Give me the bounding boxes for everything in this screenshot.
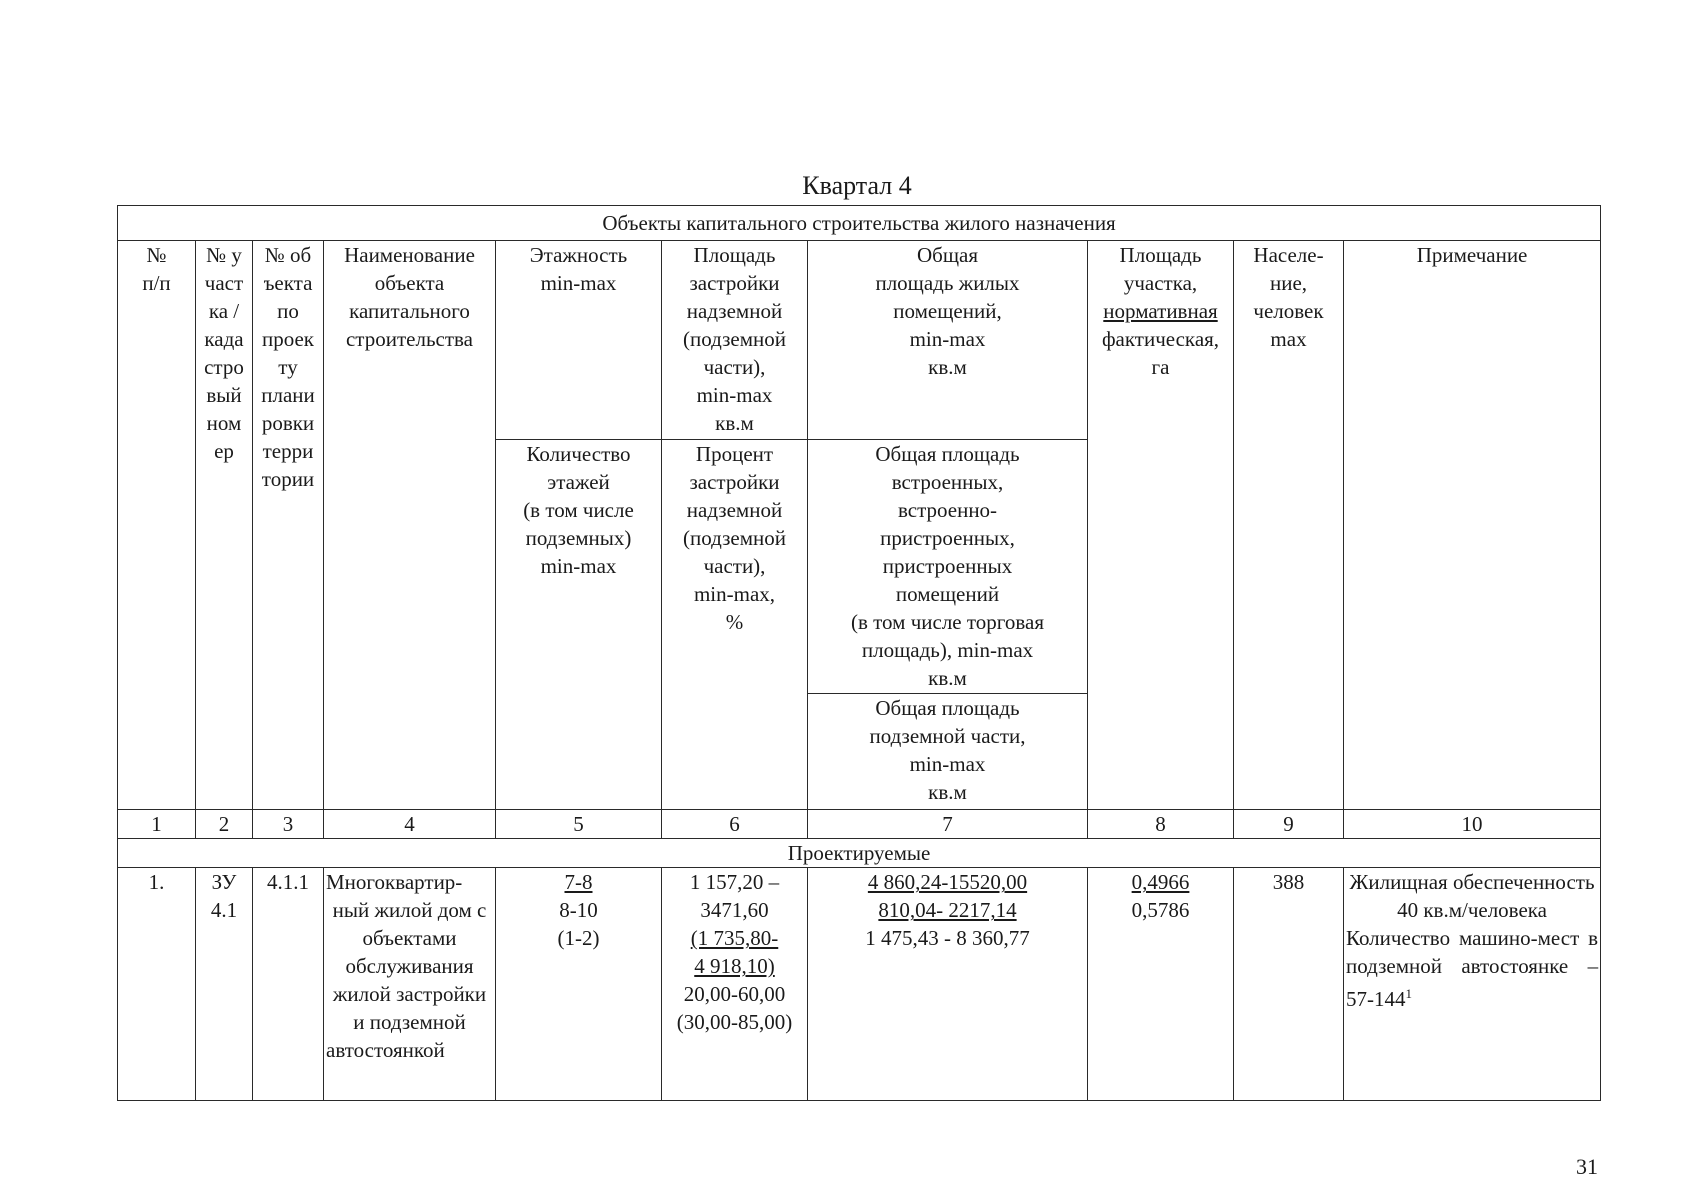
footnote-marker: 1 [1405, 986, 1412, 1002]
column-number: 1 [118, 810, 196, 839]
column-number: 2 [196, 810, 253, 839]
note-value [1344, 868, 1601, 1101]
page-number: 31 [1576, 1154, 1598, 1179]
note-line: Жилищная обеспеченность [1349, 870, 1595, 895]
header-row [118, 241, 1601, 439]
object-number: 4.1.1 [253, 868, 324, 1101]
header-note: Примечание [1344, 241, 1601, 810]
header-built-in-area: Общая площадь встроенных, встроенно- пристроенных, пристроенных помещений (в том числе торговая площадь), min-max кв.м [808, 439, 1088, 694]
column-numbers-row [118, 810, 1601, 839]
floors-value: 7-8 8-10 (1-2) [496, 868, 662, 1101]
column-number: 3 [253, 810, 324, 839]
header-underground-area: Общая площадь подземной части, min-max кв.м [808, 694, 1088, 810]
table-row [118, 868, 1601, 1101]
section-title-row [118, 206, 1601, 241]
group-row [118, 839, 1601, 868]
row-number: 1. [118, 868, 196, 1101]
note-line: 40 кв.м/человека [1397, 898, 1548, 923]
header-floor-count: Количество этажей (в том числе подземных) min-max [496, 439, 662, 809]
header-floors: Этажность min-max [496, 241, 662, 439]
floor-area-value: 4 860,24-15520,00 810,04- 2217,14 1 475,43 - 8 360,77 [808, 868, 1088, 1101]
header-plot-number: № у част ка / када стро вый ном ер [196, 241, 253, 810]
quarter-title: Квартал 4 [802, 171, 912, 200]
note-parking-text: Количество машино-мест в подземной автостоянке – 57-144 [1346, 926, 1599, 1012]
header-population: Населе- ние, человек max [1234, 241, 1344, 810]
column-number: 9 [1234, 810, 1344, 839]
header-residential-area: Общая площадь жилых помещений, min-max кв.м [808, 241, 1088, 439]
column-number: 8 [1088, 810, 1234, 839]
column-number: 6 [662, 810, 808, 839]
column-number: 7 [808, 810, 1088, 839]
plot-area-value: 0,4966 0,5786 [1088, 868, 1234, 1101]
header-object-name: Наименование объекта капитального строительства [324, 241, 496, 810]
header-row-number: № п/п [118, 241, 196, 810]
group-label: Проектируемые [118, 839, 1601, 868]
column-number: 4 [324, 810, 496, 839]
section-title: Объекты капитального строительства жилого назначения [118, 206, 1601, 241]
header-building-percent: Процент застройки надземной (подземной части), min-max, % [662, 439, 808, 809]
population-value: 388 [1234, 868, 1344, 1101]
building-area-value: 1 157,20 – 3471,60 (1 735,80- 4 918,10) 20,00-60,00 (30,00-85,00) [662, 868, 808, 1101]
header-object-number: № об ъекта по проек ту плани ровки терри тории [253, 241, 324, 810]
objects-table [117, 205, 1601, 1101]
object-name: Многоквартир- ный жилой дом с объектами обслуживания жилой застройки и подземной автостоянкой [324, 868, 496, 1101]
column-number: 10 [1344, 810, 1601, 839]
header-plot-area: Площадь участка, нормативная фактическая, га [1088, 241, 1234, 810]
column-number: 5 [496, 810, 662, 839]
note-line [1346, 924, 1598, 1013]
plot-number: ЗУ 4.1 [196, 868, 253, 1101]
header-building-area: Площадь застройки надземной (подземной части), min-max кв.м [662, 241, 808, 439]
